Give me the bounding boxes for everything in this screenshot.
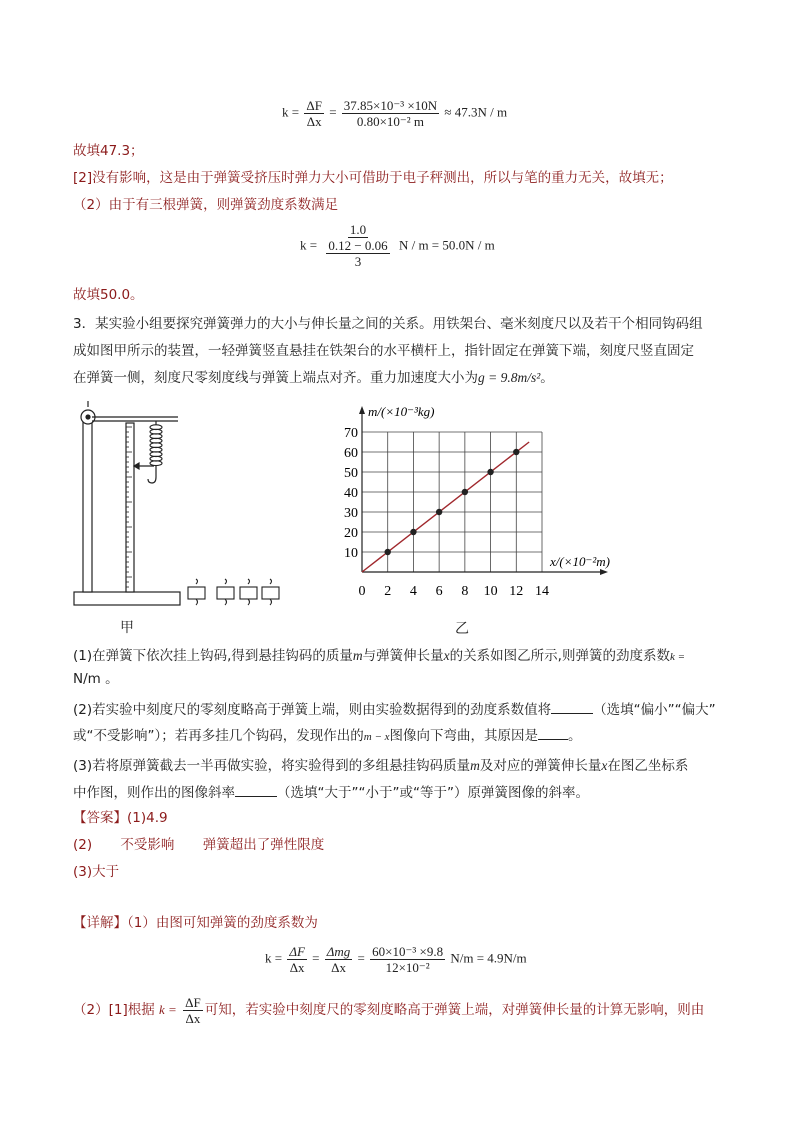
- var-m: m: [352, 648, 363, 663]
- y-tick-label: 10: [344, 546, 358, 561]
- fill-answer-50: 故填50.0。: [73, 287, 144, 303]
- sub-question-2: [73, 697, 716, 750]
- data-point: [436, 509, 442, 515]
- answer-blank[interactable]: [551, 713, 593, 714]
- equals-sign: =: [329, 104, 337, 120]
- weight: [240, 579, 257, 605]
- figure-label-jia: 甲: [120, 620, 134, 636]
- question-3-line-1: 3．某实验小组要探究弹簧弹力的大小与伸长量之间的关系。用铁架台、毫米刻度尺以及若干个相同钩码组: [73, 316, 703, 332]
- answer-tag: 【答案】: [73, 810, 127, 826]
- x-tick-label: 2: [384, 584, 392, 599]
- compound-fraction: [322, 222, 393, 269]
- text: (1)在弹簧下依次挂上钩码,得到悬挂钩码的质量: [73, 648, 353, 664]
- pointer-arrow: [134, 463, 139, 469]
- formula-k-3: [265, 944, 527, 975]
- formula-k-1: [282, 98, 507, 129]
- weight: [262, 579, 279, 605]
- numerator: 37.85×10⁻³ ×10N: [343, 98, 438, 113]
- numerator: ΔF: [185, 994, 201, 1010]
- numerator: 0.12 − 0.06: [328, 238, 388, 253]
- answer-line-3: (3)大于: [73, 864, 120, 880]
- chart-figure: [330, 400, 640, 610]
- sub-question-1: [73, 645, 723, 690]
- question-3-line-2: 成如图甲所示的装置，一轻弹簧竖直悬挂在铁架台的水平横杆上，指针固定在弹簧下端，刻度尺竖直固定: [73, 343, 694, 359]
- data-point: [410, 529, 416, 535]
- y-tick-label: 40: [344, 486, 358, 501]
- text: 中作图，则作出的图像斜率: [73, 785, 235, 801]
- fraction: [304, 98, 324, 129]
- denominator: Δx: [185, 1010, 201, 1026]
- spring: [150, 421, 162, 471]
- formula-lhs: k =: [282, 104, 300, 120]
- clamp-center: [86, 415, 90, 419]
- y-tick-label: 30: [344, 506, 358, 521]
- question-text: 在弹簧一侧，刻度尺零刻度线与弹簧上端点对齐。重力加速度大小为: [73, 370, 478, 386]
- fraction: [287, 944, 307, 975]
- text: 在图乙坐标系: [607, 758, 689, 774]
- x-tick-label: 4: [409, 584, 417, 599]
- answer-2-1: 不受影响: [120, 837, 175, 853]
- var-k: k =: [669, 651, 686, 663]
- answer-line-2: [73, 832, 324, 858]
- part2-intro: （2）由于有三根弹簧，则弹簧劲度系数满足: [73, 197, 339, 213]
- denominator: Δx: [289, 960, 305, 975]
- detail-line-2: [73, 990, 704, 1030]
- fraction: [370, 944, 445, 975]
- x-tick-label: 6: [435, 584, 443, 599]
- equals-sign: =: [312, 950, 320, 966]
- detail-text: （1）由图可知弹簧的劲度系数为: [127, 915, 318, 931]
- formula-lhs: k =: [265, 950, 283, 966]
- denominator: 12×10⁻²: [385, 960, 430, 975]
- stand-post: [83, 421, 92, 592]
- question-3-line-3: [73, 365, 554, 391]
- text: 的关系如图乙所示,则弹簧的劲度系数: [449, 648, 670, 664]
- equals-sign: =: [357, 950, 365, 966]
- text: 及对应的弹簧伸长量: [479, 758, 602, 774]
- chart-axes: [359, 406, 608, 575]
- text: 可知，若实验中刻度尺的零刻度略高于弹簧上端，对弹簧伸长量的计算无影响，则由: [204, 1002, 705, 1018]
- numerator: ΔF: [289, 944, 305, 959]
- detail-tag: 【详解】: [73, 915, 127, 931]
- data-point: [385, 549, 391, 555]
- var-x: x: [601, 758, 608, 773]
- weight: [188, 579, 205, 605]
- period: 。: [540, 370, 554, 386]
- numerator: ΔF: [306, 98, 322, 113]
- denominator: Δx: [331, 960, 346, 975]
- x-axis-arrow: [600, 569, 608, 575]
- figure-label-yi: 乙: [455, 621, 469, 637]
- formula-rhs: N/m = 4.9N/m: [450, 950, 527, 966]
- text: （选填“大于”“小于”或“等于”）原弹簧图像的斜率。: [277, 785, 589, 801]
- weight: [217, 579, 234, 605]
- explanation-line: [2]没有影响，这是由于弹簧受挤压时弹力大小可借助于电子秤测出，所以与笔的重力无关，故填无；: [73, 170, 673, 186]
- denominator: 0.80×10⁻² m: [356, 114, 425, 129]
- y-axis-arrow: [359, 406, 365, 414]
- x-tick-label: 14: [535, 584, 549, 599]
- sub-question-3: [73, 752, 688, 807]
- apparatus-figure: [70, 395, 290, 610]
- y-axis-label: m/(×10⁻³kg): [368, 404, 435, 419]
- answer-number: (2): [73, 837, 93, 853]
- answer-line-1: [73, 805, 168, 831]
- numerator: 60×10⁻³ ×9.8: [372, 944, 444, 959]
- x-tick-label: 8: [461, 584, 469, 599]
- y-tick-label: 20: [344, 526, 358, 541]
- stand-base: [74, 592, 180, 605]
- formula-lhs: k =: [300, 237, 318, 253]
- denominator: 3: [354, 254, 362, 269]
- x-tick-label: 10: [483, 584, 498, 599]
- fraction: [183, 995, 203, 1026]
- formula-rhs: ≈ 47.3N / m: [444, 104, 508, 120]
- answer-1: (1)4.9: [127, 810, 168, 826]
- text: 与弹簧伸长量: [362, 648, 444, 664]
- fraction: [325, 944, 353, 975]
- x-axis-label: x/(×10⁻²m): [550, 554, 610, 569]
- x-tick-label: 0: [358, 584, 366, 599]
- y-tick-label: 50: [344, 466, 358, 481]
- hook-weights: [188, 579, 279, 605]
- answer-2-2: 弹簧超出了弹性限度: [202, 837, 325, 853]
- data-point: [513, 449, 519, 455]
- text: 或“不受影响”）；若再多挂几个钩码，发现作出的: [73, 728, 364, 744]
- answer-blank[interactable]: [538, 739, 568, 740]
- detail-line: [73, 910, 318, 936]
- var-m-x: m − x: [363, 731, 390, 743]
- var-x: x: [443, 648, 450, 663]
- data-point: [487, 469, 493, 475]
- text: (2)若实验中刻度尺的零刻度略高于弹簧上端，则由实验数据得到的劲度系数值将: [73, 702, 552, 718]
- gravity-value: g = 9.8m/s²: [478, 370, 541, 385]
- text: 。: [568, 728, 582, 744]
- spring-hook: [148, 471, 156, 483]
- formula-rhs: N / m = 50.0N / m: [398, 237, 495, 253]
- fill-answer-47: 故填47.3；: [73, 143, 144, 159]
- text: 图像向下弯曲，其原因是: [389, 728, 538, 744]
- x-tick-label: 12: [509, 584, 524, 599]
- denominator: Δx: [306, 114, 322, 129]
- numerator: 1.0: [349, 222, 367, 237]
- fraction: [342, 98, 439, 129]
- text: (3)若将原弹簧截去一半再做实验，将实验得到的多组悬挂钩码质量: [73, 758, 471, 774]
- data-point: [462, 489, 468, 495]
- numerator: Δmg: [326, 944, 351, 959]
- text: （选填“偏小”“偏大”: [593, 702, 716, 718]
- answer-blank[interactable]: [235, 796, 277, 797]
- var-m: m: [470, 758, 480, 773]
- denominator: [322, 238, 393, 269]
- text: （2）[1]根据: [73, 1002, 155, 1018]
- y-tick-label: 60: [344, 446, 358, 461]
- y-tick-label: 70: [344, 426, 358, 441]
- inner-fraction: [326, 238, 389, 269]
- var-k: k =: [159, 1002, 177, 1017]
- formula-k-2: [300, 222, 495, 269]
- text: N/m 。: [73, 671, 119, 687]
